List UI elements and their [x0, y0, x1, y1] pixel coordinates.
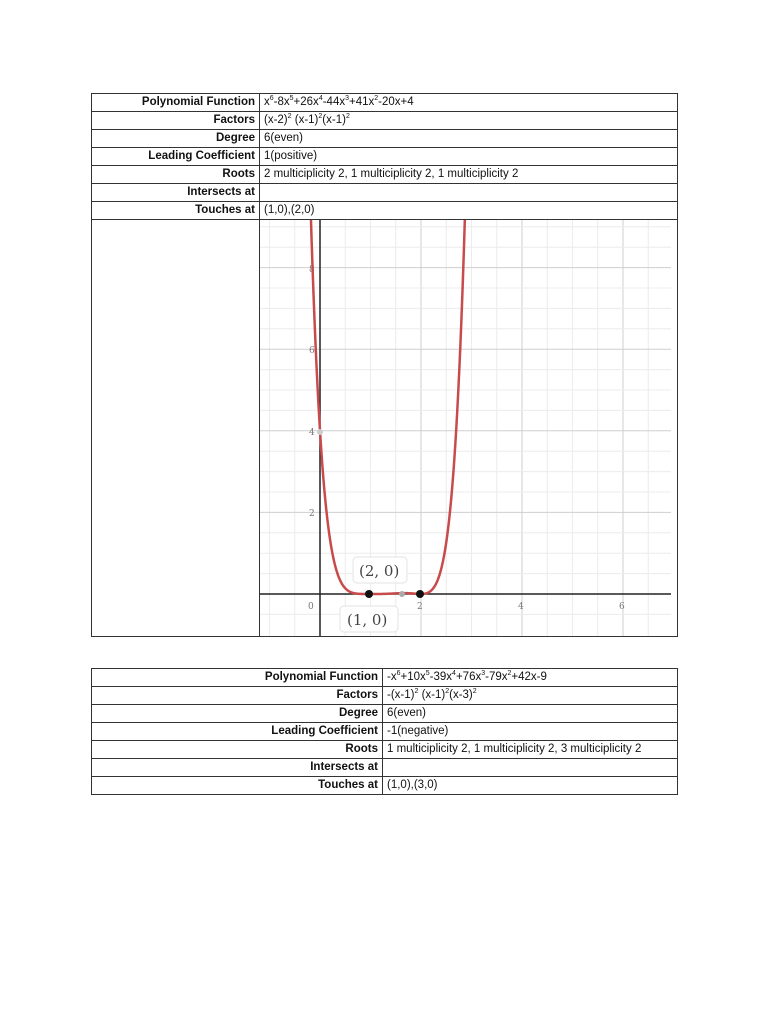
value-leading-coefficient: -1(negative): [383, 723, 678, 741]
label-factors: Factors: [92, 687, 383, 705]
y-tick-8: 8: [309, 265, 315, 275]
function-graph: [260, 220, 671, 636]
root-point-2: [416, 590, 424, 598]
label-degree: Degree: [92, 130, 260, 148]
label-intersects-at: Intersects at: [92, 759, 383, 777]
value-roots: 2 multiciplicity 2, 1 multiciplicity 2, 1 multiciplicity 2: [260, 166, 678, 184]
row-touches-at: [92, 202, 678, 220]
polynomial-curve: [310, 220, 468, 594]
polynomial-table-2-body: [92, 669, 678, 795]
label-1-0: (1, 0): [347, 611, 388, 629]
label-2-0: (2, 0): [359, 562, 400, 580]
label-polynomial-function: Polynomial Function: [92, 669, 383, 687]
root-point-1: [365, 590, 373, 598]
row-roots: [92, 166, 678, 184]
label-polynomial-function: Polynomial Function: [92, 94, 260, 112]
graph-empty-cell: [92, 220, 260, 637]
label-touches-at: Touches at: [92, 777, 383, 795]
value-roots: 1 multiciplicity 2, 1 multiciplicity 2, 3 multiciplicity 2: [383, 741, 678, 759]
row-leading-coefficient: [92, 148, 678, 166]
row-factors: [92, 112, 678, 130]
value-degree: 6(even): [383, 705, 678, 723]
row-intersects-at: [92, 759, 678, 777]
label-roots: Roots: [92, 166, 260, 184]
value-polynomial-function: $x^6-8x^5+26x^4-44x^3+41x^2-20x+4$: [260, 94, 678, 112]
value-degree: 6(even): [260, 130, 678, 148]
midpoint-marker: [399, 591, 405, 597]
row-touches-at: [92, 777, 678, 795]
row-factors: [92, 687, 678, 705]
value-touches-at: (1,0),(2,0): [260, 202, 678, 220]
graph-grid: [260, 220, 671, 636]
label-factors: Factors: [92, 112, 260, 130]
row-polynomial-function: [92, 94, 678, 112]
graph-row: [92, 220, 678, 637]
value-intersects-at: [260, 184, 678, 202]
row-degree: [92, 705, 678, 723]
x-tick-6: 6: [619, 602, 625, 612]
polynomial-table-1-body: [92, 94, 678, 220]
y-intercept-point: [317, 429, 323, 435]
label-degree: Degree: [92, 705, 383, 723]
y-tick-2: 2: [309, 509, 315, 519]
label-roots: Roots: [92, 741, 383, 759]
label-touches-at: Touches at: [92, 202, 260, 220]
label-leading-coefficient: Leading Coefficient: [92, 148, 260, 166]
x-tick-2: 2: [417, 602, 423, 612]
row-intersects-at: [92, 184, 678, 202]
polynomial-table-1: [91, 93, 678, 637]
x-tick-4: 4: [518, 602, 524, 612]
value-factors: $(x-2)^2$ $(x-1)^2(x-1)^2$: [260, 112, 678, 130]
value-intersects-at: [383, 759, 678, 777]
polynomial-table-2: [91, 668, 678, 795]
label-intersects-at: Intersects at: [92, 184, 260, 202]
y-tick-6: 6: [309, 346, 315, 356]
row-polynomial-function: [92, 669, 678, 687]
value-factors: $-(x-1)^2$ $(x-1)^2(x-3)^2$: [383, 687, 678, 705]
value-polynomial-function: $-x^6+10x^5-39x^4+76x^3-79x^2+42x-9$: [383, 669, 678, 687]
graph-cell: [260, 220, 678, 637]
y-tick-4: 4: [309, 428, 315, 438]
row-degree: [92, 130, 678, 148]
row-leading-coefficient: [92, 723, 678, 741]
label-leading-coefficient: Leading Coefficient: [92, 723, 383, 741]
row-roots: [92, 741, 678, 759]
value-leading-coefficient: 1(positive): [260, 148, 678, 166]
x-tick-0: 0: [308, 602, 314, 612]
value-touches-at: (1,0),(3,0): [383, 777, 678, 795]
